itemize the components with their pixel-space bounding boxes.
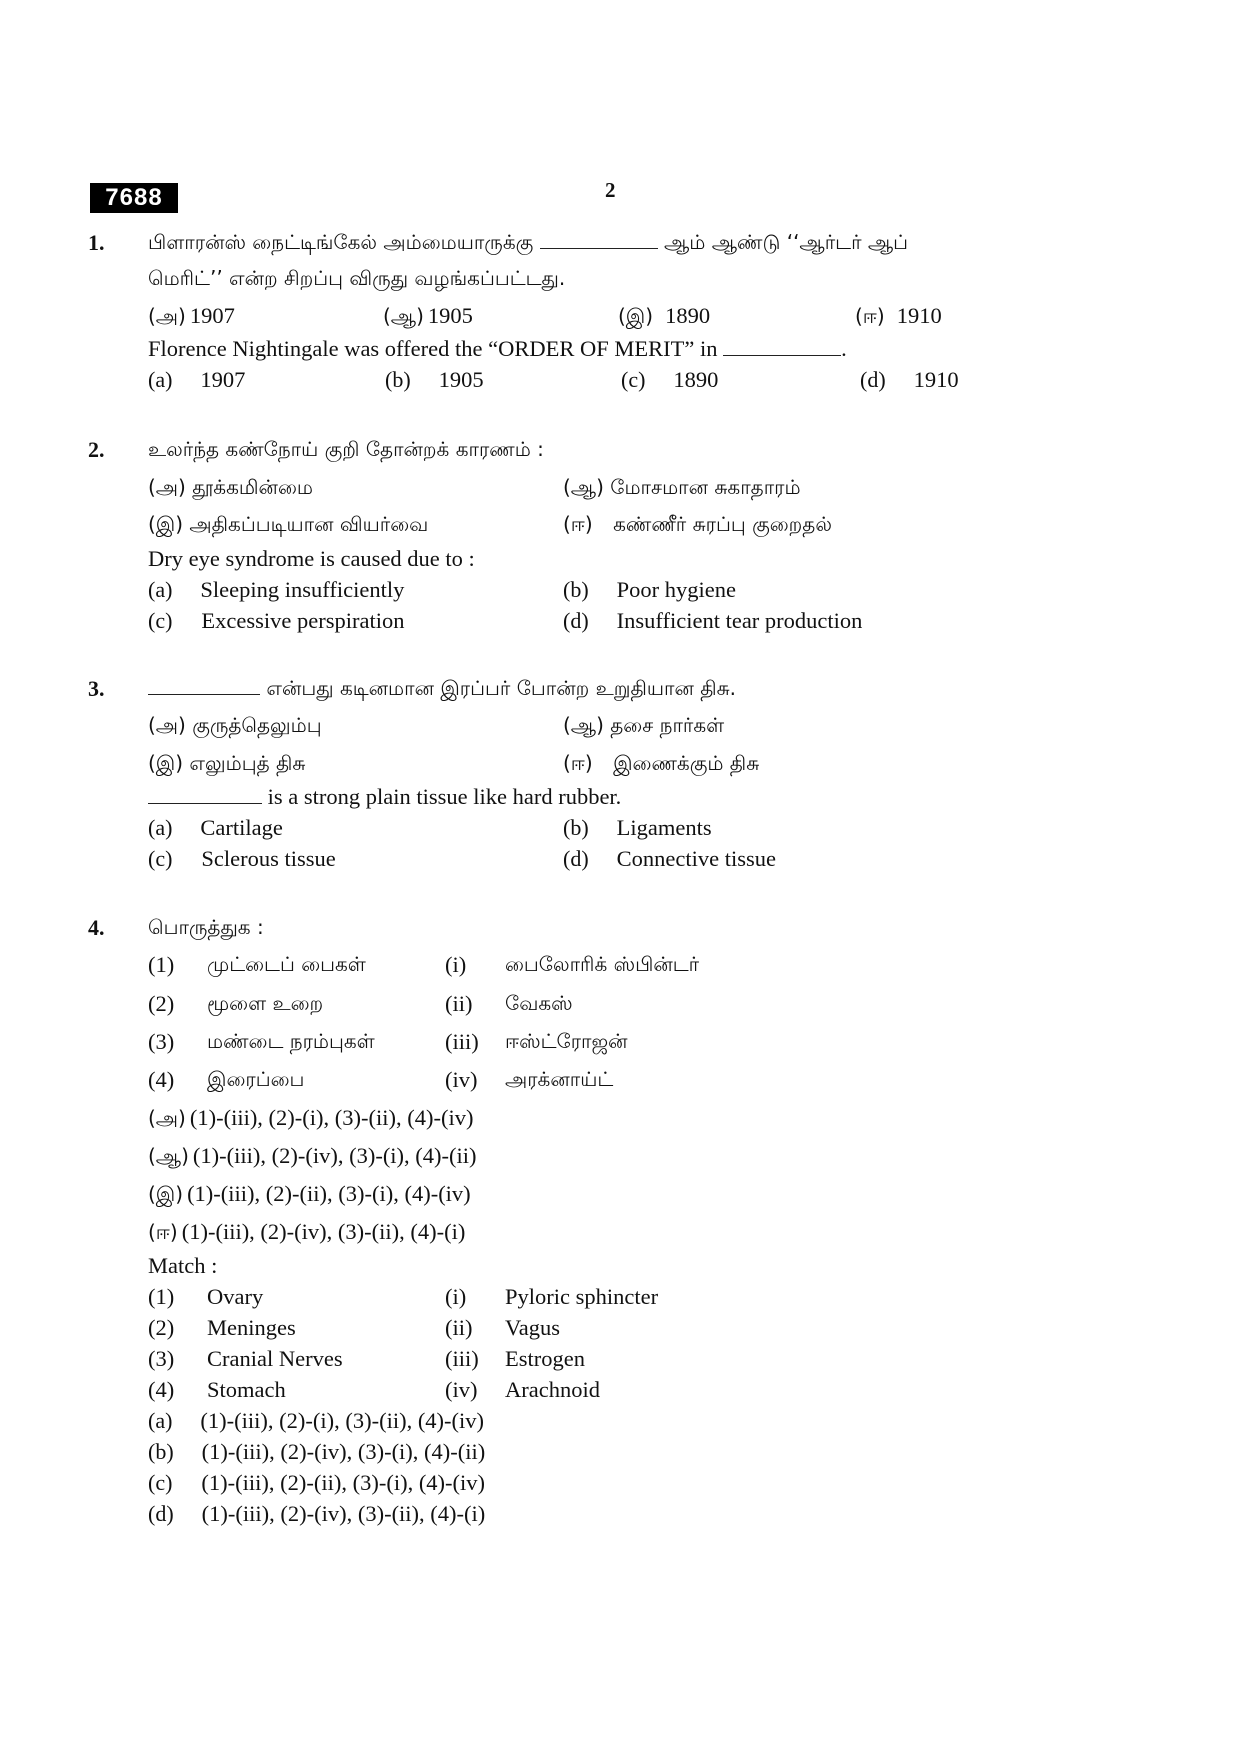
option: [563, 475, 801, 502]
option-text: தூக்கமின்மை: [192, 475, 313, 499]
option-label: (ஈ): [148, 1220, 178, 1244]
option-text: Ligaments: [616, 815, 712, 840]
option-label: (இ): [148, 512, 184, 536]
option-label: (c): [148, 608, 173, 633]
option-text: Excessive perspiration: [201, 608, 405, 633]
option-label: (b): [148, 1439, 174, 1464]
match-number: (2): [148, 991, 175, 1016]
option-text: Insufficient tear production: [616, 608, 863, 633]
option-label: (c): [621, 367, 646, 392]
match-left: மூளை உறை: [207, 991, 324, 1015]
option-text: (1)-(iii), (2)-(i), (3)-(ii), (4)-(iv): [189, 1105, 474, 1130]
option: [563, 815, 712, 841]
answer-blank: [148, 676, 260, 695]
option: [148, 751, 305, 778]
match-left: முட்டைப் பைகள்: [207, 952, 366, 976]
option-text: (1)-(iii), (2)-(iv), (3)-(i), (4)-(ii): [192, 1143, 477, 1168]
option: [621, 367, 718, 393]
option: [148, 577, 404, 603]
match-left: Ovary: [207, 1284, 264, 1309]
option: [148, 1181, 471, 1209]
option: [385, 367, 484, 393]
match-right: பைலோரிக் ஸ்பின்டர்: [505, 952, 700, 976]
option: [563, 713, 724, 740]
option-text: அதிகப்படியான வியர்வை: [189, 512, 429, 536]
option-text: 1905: [438, 367, 484, 392]
option: [563, 846, 776, 872]
match-left: Cranial Nerves: [207, 1346, 343, 1371]
match-roman: (ii): [445, 991, 473, 1016]
answer-blank: [148, 785, 262, 804]
stem-part: என்பது கடினமான இரப்பர் போன்ற உறுதியான திசு.: [266, 676, 736, 700]
option-label: (d): [563, 846, 589, 871]
match-right: வேகஸ்: [505, 991, 573, 1015]
match-number: (1): [148, 952, 175, 977]
option: [148, 846, 336, 872]
option: [148, 1408, 484, 1434]
option: [148, 475, 313, 502]
option-label: (b): [563, 577, 589, 602]
option-label: (அ): [148, 713, 186, 737]
option-label: (a): [148, 1408, 173, 1433]
match-right: ஈஸ்ட்ரோஜன்: [505, 1029, 628, 1053]
option-label: (b): [563, 815, 589, 840]
stem-part: .: [841, 336, 847, 361]
option-text: 1910: [913, 367, 959, 392]
option: [148, 1219, 465, 1247]
option: [618, 303, 710, 331]
question-number: 1.: [88, 230, 105, 255]
match-left: Meninges: [207, 1315, 296, 1340]
option-text: குருத்தெலும்பு: [192, 713, 322, 737]
question-stem-tamil-line2: மெரிட்’’ என்ற சிறப்பு விருது வழங்கப்பட்டது.: [148, 266, 566, 290]
option-text: 1907: [200, 367, 246, 392]
option-text: மோசமான சுகாதாரம்: [610, 475, 801, 499]
option-label: (இ): [148, 1182, 184, 1206]
option-label: (அ): [148, 475, 186, 499]
question-number: 3.: [88, 676, 105, 701]
match-left: Stomach: [207, 1377, 286, 1402]
match-number: (3): [148, 1029, 175, 1054]
option-text: Sclerous tissue: [201, 846, 336, 871]
question-number: 4.: [88, 915, 105, 940]
question-stem-tamil: [148, 230, 908, 257]
option-text: (1)-(iii), (2)-(ii), (3)-(i), (4)-(iv): [187, 1181, 471, 1206]
option-text: 1907: [189, 303, 235, 328]
match-roman: (iii): [445, 1346, 479, 1371]
match-right: Vagus: [505, 1315, 560, 1340]
match-right: Arachnoid: [505, 1377, 600, 1402]
option-text: 1890: [673, 367, 719, 392]
match-left: மண்டை நரம்புகள்: [207, 1029, 375, 1053]
option: [383, 303, 473, 331]
option-label: (ஆ): [563, 713, 604, 737]
stem-part: Florence Nightingale was offered the “ORDER OF MERIT” in: [148, 336, 718, 361]
option: [855, 303, 942, 331]
option-text: (1)-(iii), (2)-(iv), (3)-(i), (4)-(ii): [201, 1439, 486, 1464]
option-label: (ஆ): [563, 475, 604, 499]
option-label: (அ): [148, 1106, 186, 1130]
question-number: 2.: [88, 437, 105, 462]
question-stem-tamil: பொருத்துக :: [148, 915, 264, 939]
option-text: தசை நார்கள்: [610, 713, 725, 737]
stem-part: is a strong plain tissue like hard rubber.: [267, 784, 622, 809]
question-stem-english: Dry eye syndrome is caused due to :: [148, 546, 475, 571]
option-label: (d): [148, 1501, 174, 1526]
match-roman: (iv): [445, 1067, 478, 1092]
option-text: இணைக்கும் திசு: [613, 751, 760, 775]
match-number: (1): [148, 1284, 175, 1309]
match-roman: (ii): [445, 1315, 473, 1340]
option-label: (a): [148, 577, 173, 602]
option: [563, 751, 759, 778]
option-label: (c): [148, 846, 173, 871]
question-stem-english: [148, 784, 621, 810]
option: [148, 512, 428, 539]
option-label: (அ): [148, 304, 186, 328]
option-text: Connective tissue: [616, 846, 777, 871]
match-number: (4): [148, 1067, 175, 1092]
option-text: (1)-(iii), (2)-(iv), (3)-(ii), (4)-(i): [201, 1501, 486, 1526]
question-stem-english: Match :: [148, 1253, 218, 1278]
option: [148, 1470, 485, 1496]
option-label: (ஈ): [855, 304, 885, 328]
option-label: (a): [148, 367, 173, 392]
option: [563, 512, 832, 539]
option-text: 1910: [896, 303, 942, 328]
option-text: (1)-(iii), (2)-(iv), (3)-(ii), (4)-(i): [181, 1219, 466, 1244]
option-text: 1905: [427, 303, 473, 328]
question-stem-tamil: [148, 676, 736, 703]
option-text: (1)-(iii), (2)-(i), (3)-(ii), (4)-(iv): [200, 1408, 485, 1433]
match-right: அரக்னாய்ட்: [505, 1067, 614, 1091]
stem-part: பிளாரன்ஸ் நைட்டிங்கேல் அம்மையாருக்கு: [148, 230, 534, 254]
option-label: (b): [385, 367, 411, 392]
option-text: 1890: [665, 303, 711, 328]
match-roman: (iii): [445, 1029, 479, 1054]
match-roman: (iv): [445, 1377, 478, 1402]
paper-code-badge: 7688: [90, 183, 178, 213]
option: [148, 303, 235, 331]
match-roman: (i): [445, 1284, 467, 1309]
stem-part: ஆம் ஆண்டு ‘‘ஆர்டர் ஆப்: [664, 230, 909, 254]
match-number: (4): [148, 1377, 175, 1402]
match-right: Pyloric sphincter: [505, 1284, 659, 1309]
option: [563, 608, 862, 634]
question-stem-english: [148, 336, 847, 362]
option: [148, 608, 404, 634]
option: [860, 367, 959, 393]
page-number: 2: [605, 178, 616, 202]
answer-blank: [723, 337, 841, 356]
option: [148, 1105, 473, 1133]
option-text: Poor hygiene: [616, 577, 737, 602]
option: [148, 713, 322, 740]
option-label: (ஆ): [383, 304, 424, 328]
option-text: Cartilage: [200, 815, 283, 840]
option-label: (a): [148, 815, 173, 840]
option-label: (இ): [618, 304, 654, 328]
option: [563, 577, 736, 603]
answer-blank: [540, 230, 658, 249]
question-stem-tamil: உலர்ந்த கண்நோய் குறி தோன்றக் காரணம் :: [148, 437, 544, 461]
option: [148, 1439, 485, 1465]
option-label: (ஈ): [563, 751, 593, 775]
option: [148, 367, 245, 393]
match-roman: (i): [445, 952, 467, 977]
option: [148, 1501, 485, 1527]
option-label: (d): [860, 367, 886, 392]
option: [148, 1143, 477, 1171]
option-label: (இ): [148, 751, 184, 775]
option-text: கண்ணீர் சுரப்பு குறைதல்: [613, 512, 832, 536]
match-left: இரைப்பை: [207, 1067, 305, 1091]
match-right: Estrogen: [505, 1346, 585, 1371]
option-text: எலும்புத் திசு: [189, 751, 306, 775]
option: [148, 815, 283, 841]
option-label: (ஆ): [148, 1144, 189, 1168]
option-text: Sleeping insufficiently: [200, 577, 405, 602]
option-label: (c): [148, 1470, 173, 1495]
option-label: (ஈ): [563, 512, 593, 536]
match-number: (2): [148, 1315, 175, 1340]
option-label: (d): [563, 608, 589, 633]
match-number: (3): [148, 1346, 175, 1371]
option-text: (1)-(iii), (2)-(ii), (3)-(i), (4)-(iv): [201, 1470, 486, 1495]
